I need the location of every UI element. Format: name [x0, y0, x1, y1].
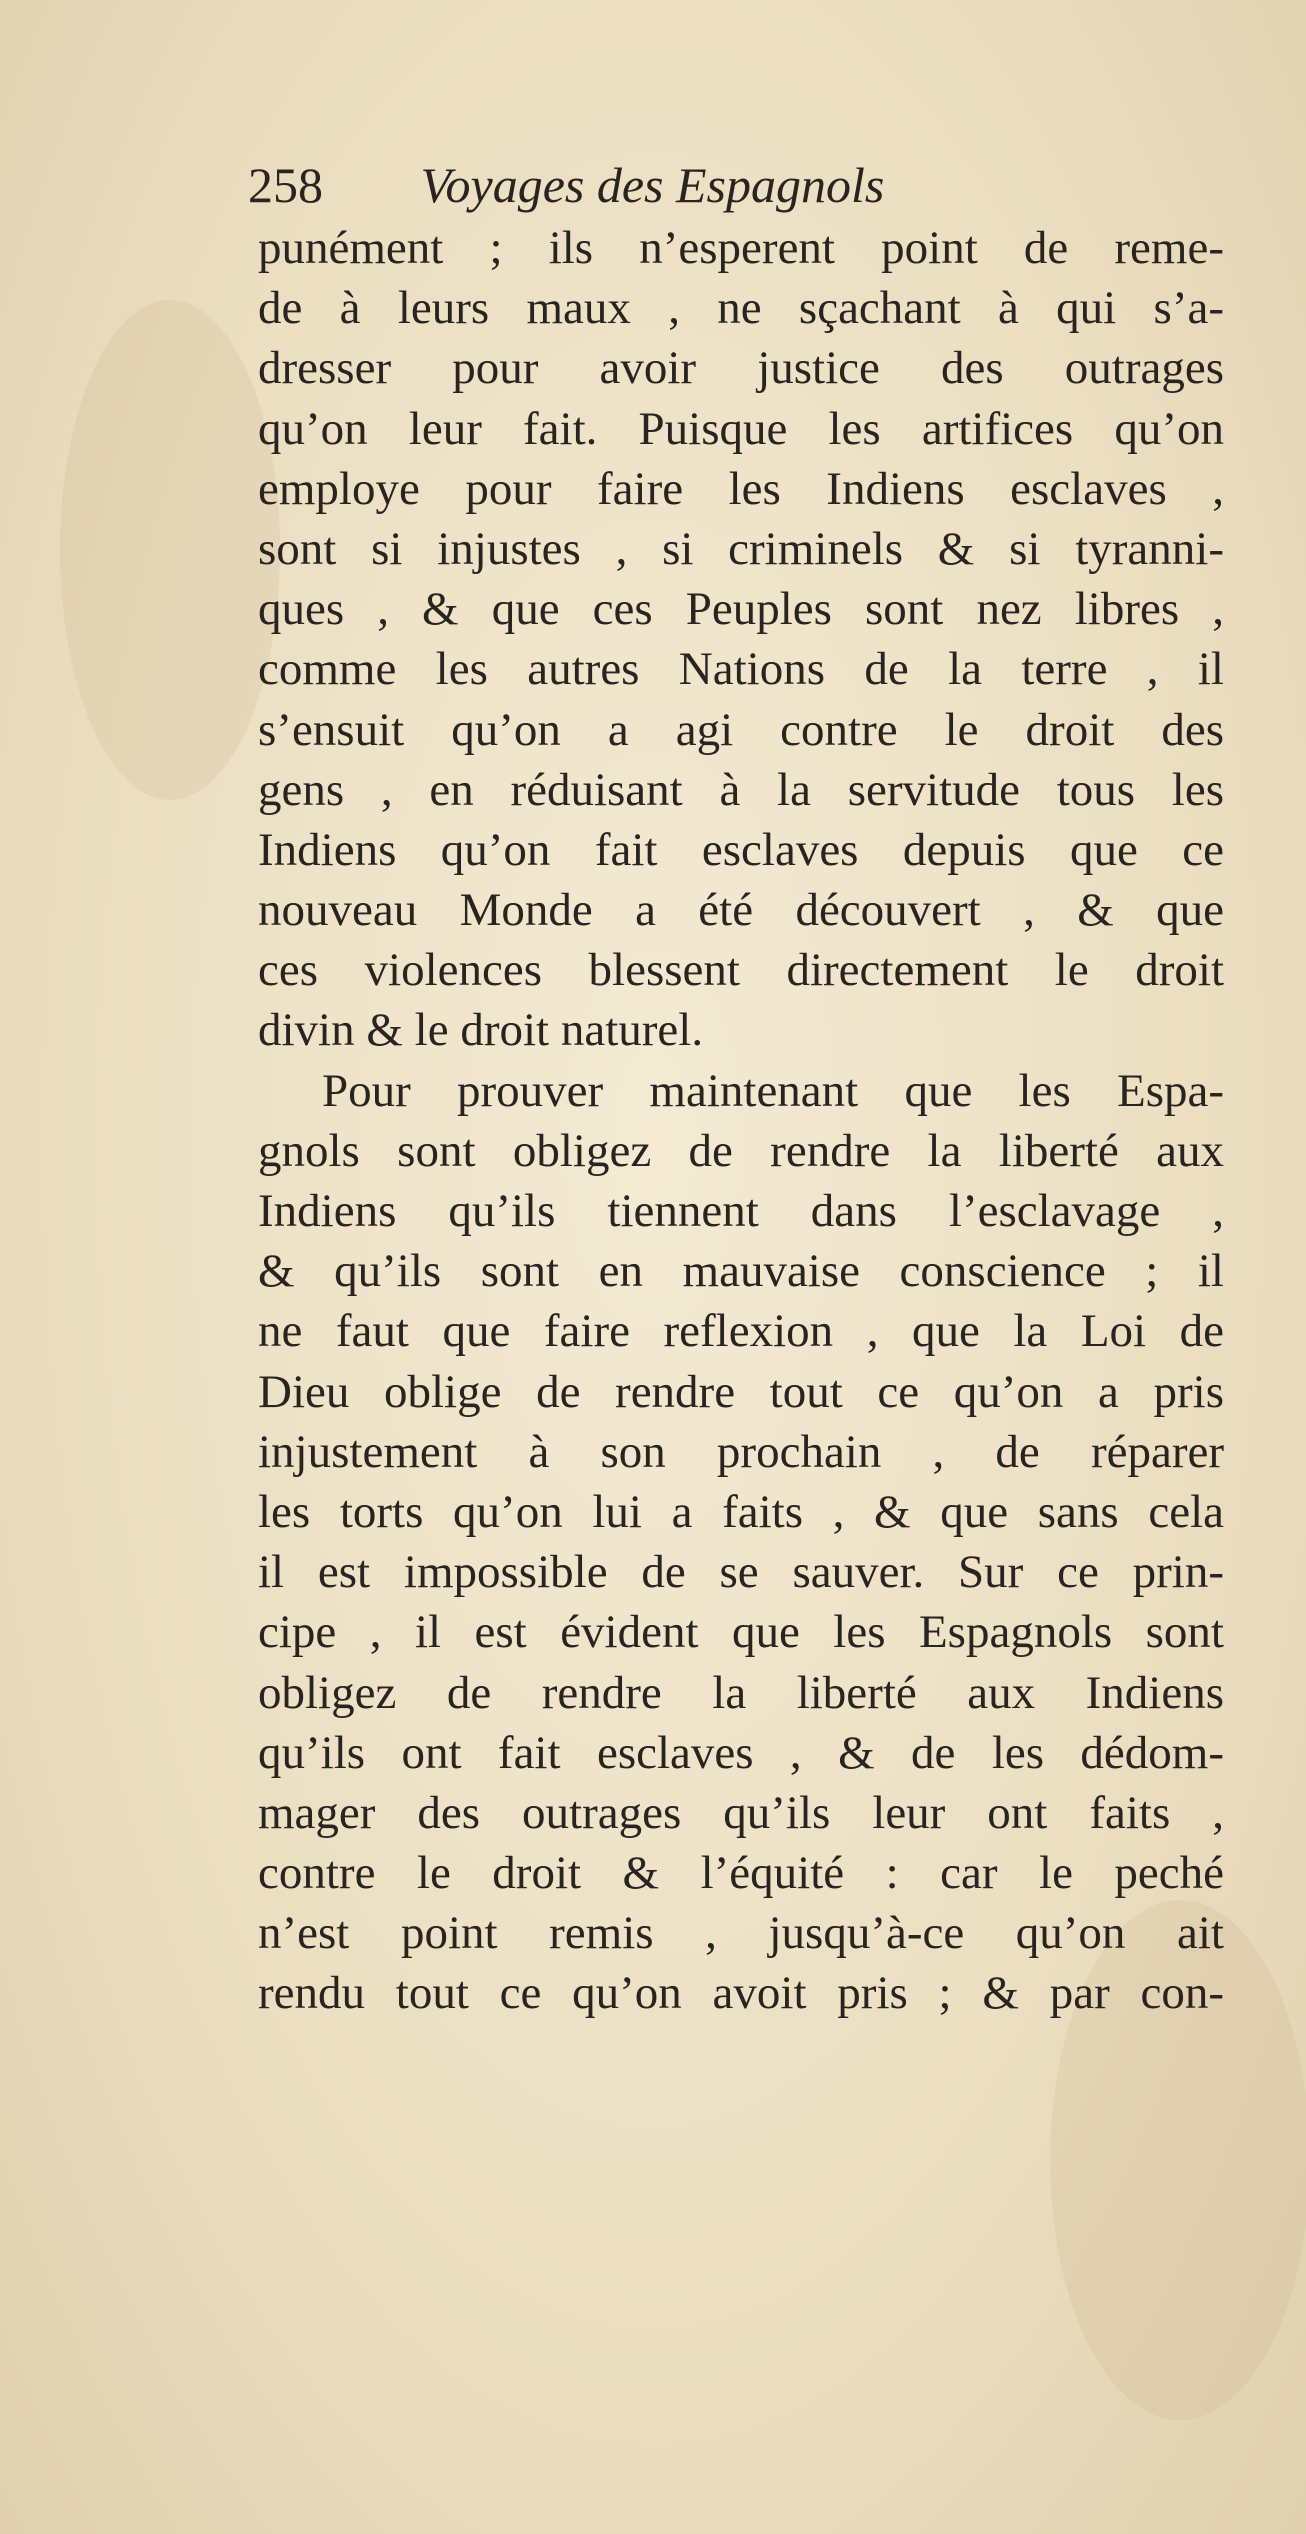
text-line: comme les autres Nations de la terre , il	[258, 643, 1224, 696]
text-line: & qu’ils sont en mauvaise conscience ; il	[258, 1245, 1224, 1298]
text-line: Indiens qu’ils tiennent dans l’esclavage ,	[258, 1185, 1224, 1237]
text-line: de à leurs maux , ne sçachant à qui s’a-	[258, 282, 1224, 335]
text-line: les torts qu’on lui a faits , & que sans cela	[258, 1485, 1224, 1538]
paper-stain	[60, 300, 280, 800]
text-line: ces violences blessent directement le droit	[258, 944, 1224, 997]
text-line: dresser pour avoir justice des outrages	[258, 342, 1224, 395]
text-line: qu’ils ont fait esclaves , & de les dédom-	[258, 1726, 1224, 1779]
text-line: Indiens qu’on fait esclaves depuis que ce	[258, 823, 1224, 876]
running-title: Voyages des Espagnols	[420, 157, 885, 213]
text-line: rendu tout ce qu’on avoit pris ; & par con-	[258, 1967, 1224, 2020]
text-line: gnols sont obligez de rendre la liberté aux	[258, 1124, 1224, 1177]
running-header	[248, 155, 1148, 215]
text-line: ne faut que faire reflexion , que la Loi de	[258, 1305, 1224, 1358]
text-line: divin & le droit naturel.	[258, 1004, 704, 1057]
text-line: Pour prouver maintenant que les Espa-	[322, 1064, 1224, 1117]
text-line: qu’on leur fait. Puisque les artifices qu’on	[258, 402, 1224, 455]
text-line: injustement à son prochain , de réparer	[258, 1425, 1224, 1478]
text-line: employe pour faire les Indiens esclaves ,	[258, 462, 1224, 515]
body-text	[258, 218, 1224, 2024]
text-line: n’est point remis , jusqu’à-ce qu’on ait	[258, 1907, 1224, 1960]
text-line: contre le droit & l’équité : car le peché	[258, 1847, 1224, 1900]
text-line: il est impossible de se sauver. Sur ce prin-	[258, 1546, 1224, 1599]
text-line: gens , en réduisant à la servitude tous les	[258, 763, 1224, 816]
text-line: ques , & que ces Peuples sont nez libres ,	[258, 583, 1224, 636]
text-line: cipe , il est évident que les Espagnols sont	[258, 1606, 1224, 1659]
text-line: obligez de rendre la liberté aux Indiens	[258, 1666, 1224, 1719]
text-line: s’ensuit qu’on a agi contre le droit des	[258, 703, 1224, 756]
text-line: punément ; ils n’esperent point de reme-	[258, 222, 1224, 274]
text-line: Dieu oblige de rendre tout ce qu’on a pris	[258, 1365, 1224, 1418]
text-line: nouveau Monde a été découvert , & que	[258, 884, 1224, 937]
text-line: sont si injustes , si criminels & si tyranni-	[258, 522, 1224, 575]
page-number: 258	[248, 157, 323, 213]
text-line: mager des outrages qu’ils leur ont faits ,	[258, 1786, 1224, 1839]
